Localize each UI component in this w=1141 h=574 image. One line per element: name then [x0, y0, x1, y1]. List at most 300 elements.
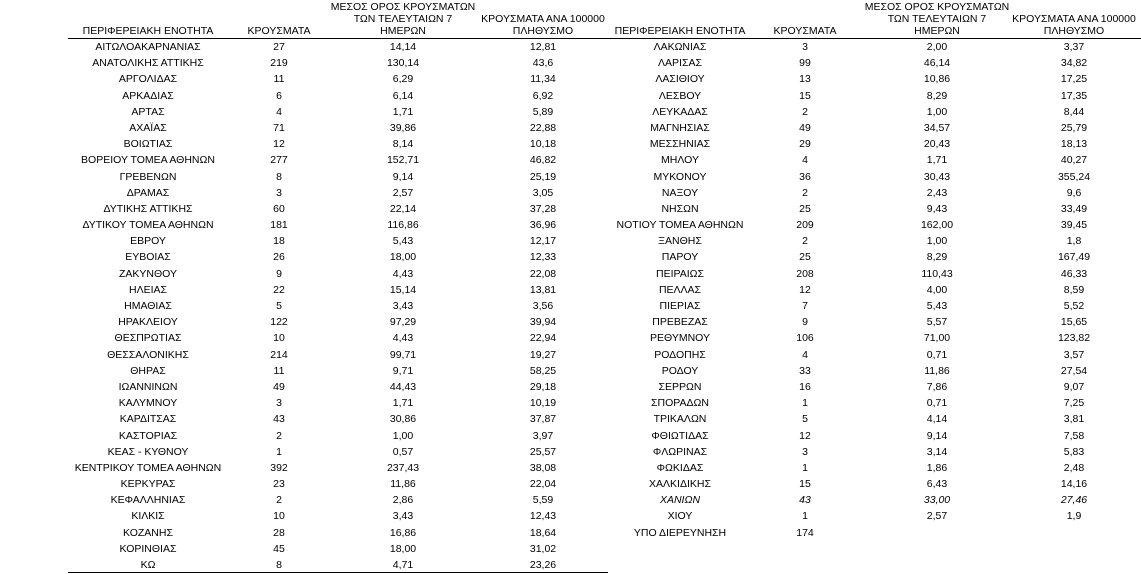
- cell-region: ΜΕΣΣΗΝΙΑΣ: [649, 138, 711, 151]
- cell-per100k: 39,94: [529, 316, 557, 329]
- cell-per100k: 12,81: [529, 41, 557, 53]
- cell-cases: 10: [273, 510, 285, 523]
- cell-per100k: 123,82: [1057, 332, 1091, 345]
- cell-cases: 13: [799, 73, 811, 86]
- cell-per100k: 15,65: [1060, 316, 1088, 329]
- cell-cases: 11: [273, 73, 285, 86]
- cell-cases: 25: [799, 202, 811, 215]
- cell-per100k: 8,59: [1063, 283, 1085, 296]
- cell-cases: 12: [799, 283, 811, 296]
- cell-region: ΙΩΑΝΝΙΝΩΝ: [118, 380, 178, 393]
- cell-cases: 22: [273, 283, 285, 296]
- table-row: [605, 395, 1141, 411]
- cell-per100k: 12,33: [529, 251, 557, 264]
- cell-per100k: 25,19: [529, 170, 557, 183]
- cell-per100k: 23,26: [529, 559, 557, 571]
- cell-region: ΚΙΛΚΙΣ: [131, 510, 165, 523]
- cell-per100k: 17,35: [1060, 89, 1088, 102]
- cell-per100k: 167,49: [1057, 251, 1091, 264]
- cell-region: ΗΡΑΚΛΕΙΟΥ: [118, 316, 178, 329]
- cell-cases: 1: [276, 445, 282, 458]
- table-row: [605, 266, 1141, 282]
- header-per100k: ΚΡΟΥΣΜΑΤΑ ΑΝΑ 100000 ΠΛΗΘΥΣΜΟ: [1012, 13, 1136, 37]
- cell-cases: 2: [802, 235, 808, 248]
- cell-region: ΤΡΙΚΑΛΩΝ: [653, 413, 707, 426]
- cell-per100k: 10,19: [529, 397, 557, 410]
- cell-per100k: 46,33: [1060, 267, 1088, 280]
- table-row: [68, 201, 608, 217]
- table-row: [68, 282, 608, 298]
- cell-per100k: 14,16: [1060, 478, 1088, 491]
- table-row: [605, 525, 1141, 541]
- cell-per100k: 8,44: [1063, 105, 1085, 118]
- cell-region: ΜΗΛΟΥ: [661, 154, 699, 167]
- cell-avg7: 8,29: [926, 89, 948, 102]
- cell-avg7: 1,00: [926, 235, 948, 248]
- cell-avg7: 1,71: [392, 105, 414, 118]
- cell-region: ΝΑΞΟΥ: [661, 186, 699, 199]
- cell-cases: 16: [799, 380, 811, 393]
- cell-region: ΘΗΡΑΣ: [130, 364, 166, 377]
- cell-per100k: 40,27: [1060, 154, 1088, 167]
- cell-avg7: 46,14: [923, 57, 951, 70]
- cell-cases: 5: [802, 413, 808, 426]
- cell-per100k: 9,6: [1066, 186, 1082, 199]
- cell-avg7: 44,43: [389, 380, 417, 393]
- cell-region: ΑΙΤΩΛΟΑΚΑΡΝΑΝΙΑΣ: [95, 41, 201, 53]
- cell-cases: 45: [273, 542, 285, 555]
- cell-avg7: 10,86: [923, 73, 951, 86]
- cell-cases: 28: [273, 526, 285, 539]
- cell-per100k: 39,45: [1060, 219, 1088, 232]
- cell-per100k: 7,25: [1063, 397, 1085, 410]
- cell-avg7: 130,14: [386, 57, 420, 70]
- cell-region: ΠΕΛΛΑΣ: [658, 283, 702, 296]
- cell-region: ΒΟΙΩΤΙΑΣ: [123, 138, 173, 151]
- cell-per100k: 12,43: [529, 510, 557, 523]
- table-row: [68, 363, 608, 379]
- cell-cases: 209: [796, 219, 814, 232]
- cell-cases: 208: [796, 267, 814, 280]
- cell-avg7: 1,71: [926, 154, 948, 167]
- table-row: [605, 298, 1141, 314]
- cell-region: ΕΒΡΟΥ: [130, 235, 166, 248]
- cell-per100k: 36,96: [529, 219, 557, 232]
- cell-avg7: 99,71: [389, 348, 417, 361]
- table-body: [68, 39, 608, 573]
- cell-cases: 7: [802, 300, 808, 312]
- table-row: [605, 55, 1141, 71]
- cell-avg7: 15,14: [389, 283, 417, 296]
- cell-cases: 10: [273, 332, 285, 345]
- cell-per100k: 17,25: [1060, 73, 1088, 86]
- cell-avg7: 1,86: [926, 461, 948, 474]
- cell-region: ΠΡΕΒΕΖΑΣ: [652, 316, 708, 329]
- cell-region: ΧΑΛΚΙΔΙΚΗΣ: [649, 478, 711, 491]
- cell-per100k: 7,58: [1063, 429, 1085, 442]
- cell-per100k: 22,94: [529, 332, 557, 345]
- cell-cases: 11: [273, 364, 285, 377]
- table-row: [68, 492, 608, 508]
- cell-per100k: 5,89: [532, 105, 554, 118]
- table-row: [605, 363, 1141, 379]
- cell-per100k: 22,08: [529, 267, 557, 280]
- table-header: [68, 0, 608, 39]
- cell-avg7: 2,57: [392, 186, 414, 199]
- table-row: [68, 411, 608, 427]
- table-row: [68, 55, 608, 71]
- table-row: [68, 460, 608, 476]
- table-row: [605, 136, 1141, 152]
- cell-cases: 1: [802, 397, 808, 410]
- cell-region: ΦΘΙΩΤΙΔΑΣ: [651, 429, 709, 442]
- cell-avg7: 11,86: [390, 478, 416, 491]
- cell-avg7: 4,43: [392, 267, 414, 280]
- table-row: [68, 169, 608, 185]
- cell-per100k: 22,04: [529, 478, 557, 491]
- table-row: [68, 185, 608, 201]
- cell-cases: 43: [273, 413, 285, 426]
- cell-avg7: 2,43: [926, 186, 948, 199]
- cell-cases: 3: [276, 397, 282, 410]
- table-row: [605, 379, 1141, 395]
- cell-per100k: 3,05: [532, 186, 554, 199]
- table-row: [68, 476, 608, 492]
- table-row: [68, 557, 608, 573]
- cell-per100k: 10,18: [529, 138, 557, 151]
- cell-cases: 122: [270, 316, 288, 329]
- cell-avg7: 1,71: [392, 397, 414, 410]
- cell-cases: 15: [799, 89, 811, 102]
- cell-region: ΛΕΣΒΟΥ: [658, 89, 702, 102]
- cell-region: ΗΜΑΘΙΑΣ: [124, 300, 172, 312]
- table-row: [605, 185, 1141, 201]
- cell-avg7: 4,43: [392, 332, 414, 345]
- table-row: [605, 314, 1141, 330]
- cell-region: ΖΑΚΥΝΘΟΥ: [118, 267, 177, 280]
- table-row: [68, 71, 608, 87]
- table-row: [605, 476, 1141, 492]
- cell-per100k: 1,8: [1066, 235, 1082, 248]
- table-row: [68, 136, 608, 152]
- table-row: [68, 120, 608, 136]
- header-cases: ΚΡΟΥΣΜΑΤΑ: [773, 25, 837, 37]
- cell-avg7: 9,71: [392, 364, 414, 377]
- cell-per100k: 1,9: [1066, 510, 1082, 523]
- cell-cases: 277: [270, 154, 288, 167]
- cell-per100k: 5,59: [532, 494, 554, 507]
- cell-avg7: 1,00: [926, 105, 948, 118]
- cell-cases: 219: [270, 57, 288, 70]
- cell-region: ΑΡΓΟΛΙΔΑΣ: [118, 73, 178, 86]
- cell-avg7: 2,57: [926, 510, 948, 523]
- cell-avg7: 20,43: [923, 138, 951, 151]
- cell-cases: 214: [270, 348, 288, 361]
- cell-region: ΠΕΙΡΑΙΩΣ: [656, 267, 704, 280]
- cell-cases: 2: [802, 186, 808, 199]
- cell-per100k: 11,34: [530, 73, 556, 86]
- cell-avg7: 34,57: [923, 121, 951, 134]
- cell-cases: 2: [276, 494, 282, 507]
- table-row: [605, 120, 1141, 136]
- cell-avg7: 9,43: [926, 202, 948, 215]
- cell-avg7: 2,00: [926, 41, 948, 53]
- cell-avg7: 5,43: [926, 300, 948, 312]
- cell-avg7: 3,43: [392, 300, 414, 312]
- cell-cases: 99: [799, 57, 811, 70]
- cell-per100k: 27,46: [1060, 494, 1088, 507]
- table-row: [68, 39, 608, 55]
- table-row: [68, 395, 608, 411]
- cell-region: ΑΡΤΑΣ: [131, 105, 165, 118]
- cell-region: ΚΕΑΣ - ΚΥΘΝΟΥ: [107, 445, 189, 458]
- cell-region: ΒΟΡΕΙΟΥ ΤΟΜΕΑ ΑΘΗΝΩΝ: [81, 154, 215, 167]
- cell-per100k: 27,54: [1060, 364, 1088, 377]
- table-row: [605, 249, 1141, 265]
- cell-avg7: 237,43: [386, 461, 420, 474]
- cell-region: ΚΑΡΔΙΤΣΑΣ: [119, 413, 177, 426]
- cell-region: ΦΩΚΙΔΑΣ: [656, 461, 704, 474]
- cell-per100k: 3,37: [1063, 41, 1085, 53]
- cell-cases: 174: [796, 526, 814, 539]
- cell-region: ΘΕΣΣΑΛΟΝΙΚΗΣ: [107, 348, 189, 361]
- header-cases: ΚΡΟΥΣΜΑΤΑ: [247, 25, 311, 37]
- cell-region: ΚΕΝΤΡΙΚΟΥ ΤΟΜΕΑ ΑΘΗΝΩΝ: [74, 461, 222, 474]
- cell-per100k: 43,6: [532, 57, 554, 70]
- cell-region: ΜΑΓΝΗΣΙΑΣ: [650, 121, 710, 134]
- cell-region: ΣΕΡΡΩΝ: [658, 380, 702, 393]
- cell-cases: 8: [276, 170, 282, 183]
- cell-avg7: 33,00: [923, 494, 951, 507]
- cell-region: ΚΟΖΑΝΗΣ: [123, 526, 173, 539]
- cell-region: ΔΡΑΜΑΣ: [126, 186, 170, 199]
- cell-avg7: 152,71: [386, 154, 420, 167]
- cell-cases: 181: [270, 219, 288, 232]
- cell-per100k: 37,28: [529, 202, 557, 215]
- cell-avg7: 7,86: [926, 380, 948, 393]
- cell-region: ΡΕΘΥΜΝΟΥ: [649, 332, 710, 345]
- cell-avg7: 8,29: [926, 251, 948, 264]
- cell-per100k: 3,57: [1063, 348, 1085, 361]
- cell-region: ΠΑΡΟΥ: [661, 251, 699, 264]
- cell-avg7: 0,71: [926, 348, 948, 361]
- cell-cases: 71: [273, 121, 285, 134]
- cell-region: ΘΕΣΠΡΩΤΙΑΣ: [114, 332, 182, 345]
- cell-avg7: 0,57: [392, 445, 414, 458]
- table-row: [68, 217, 608, 233]
- cell-region: ΚΕΡΚΥΡΑΣ: [120, 478, 176, 491]
- cell-region: ΝΟΤΙΟΥ ΤΟΜΕΑ ΑΘΗΝΩΝ: [616, 219, 744, 232]
- cell-cases: 9: [802, 316, 808, 329]
- cell-per100k: 5,52: [1063, 300, 1085, 312]
- header-region: ΠΕΡΙΦΕΡΕΙΑΚΗ ΕΝΟΤΗΤΑ: [614, 25, 746, 37]
- header-avg7: ΜΕΣΟΣ ΟΡΟΣ ΚΡΟΥΣΜΑΤΩΝ ΤΩΝ ΤΕΛΕΥΤΑΙΩΝ 7 ΗΜΕΡΩΝ: [864, 1, 1010, 37]
- cell-per100k: 22,88: [529, 121, 557, 134]
- cases-table-right: [605, 0, 1141, 541]
- cell-per100k: 355,24: [1057, 170, 1091, 183]
- cell-avg7: 11,86: [924, 364, 950, 377]
- cell-region: ΚΟΡΙΝΘΙΑΣ: [119, 542, 177, 555]
- cell-avg7: 4,14: [926, 413, 948, 426]
- cell-region: ΛΑΣΙΘΙΟΥ: [655, 73, 705, 86]
- cell-cases: 43: [799, 494, 811, 507]
- cell-cases: 3: [802, 41, 808, 53]
- cell-cases: 36: [799, 170, 811, 183]
- table-row: [68, 541, 608, 557]
- table-header: [605, 0, 1141, 39]
- cell-avg7: 22,14: [389, 202, 417, 215]
- header-region: ΠΕΡΙΦΕΡΕΙΑΚΗ ΕΝΟΤΗΤΑ: [82, 25, 214, 37]
- table-row: [68, 314, 608, 330]
- table-row: [68, 379, 608, 395]
- cell-avg7: 2,86: [392, 494, 414, 507]
- cell-cases: 49: [799, 121, 811, 134]
- table-row: [605, 411, 1141, 427]
- cell-per100k: 3,81: [1063, 413, 1085, 426]
- cell-avg7: 4,00: [926, 283, 948, 296]
- table-row: [605, 282, 1141, 298]
- table-row: [605, 39, 1141, 55]
- table-row: [605, 330, 1141, 346]
- cell-avg7: 162,00: [920, 219, 954, 232]
- header-per100k: ΚΡΟΥΣΜΑΤΑ ΑΝΑ 100000 ΠΛΗΘΥΣΜΟ: [481, 13, 605, 37]
- cell-avg7: 6,29: [392, 73, 414, 86]
- cell-region: ΑΡΚΑΔΙΑΣ: [122, 89, 174, 102]
- cell-per100k: 58,25: [529, 364, 557, 377]
- table-row: [605, 347, 1141, 363]
- cell-avg7: 1,00: [392, 429, 414, 442]
- cell-per100k: 2,48: [1063, 461, 1085, 474]
- cases-table-left: [68, 0, 608, 573]
- cell-cases: 15: [799, 478, 811, 491]
- cell-per100k: 12,17: [529, 235, 557, 248]
- cell-region: ΛΑΡΙΣΑΣ: [658, 57, 702, 70]
- table-row: [68, 233, 608, 249]
- cell-per100k: 25,79: [1060, 121, 1088, 134]
- cell-region: ΜΥΚΟΝΟΥ: [653, 170, 707, 183]
- table-row: [68, 152, 608, 168]
- table-row: [605, 169, 1141, 185]
- cell-avg7: 6,43: [926, 478, 948, 491]
- cell-cases: 12: [273, 138, 285, 151]
- cell-region: ΧΙΟΥ: [667, 510, 693, 523]
- cell-cases: 60: [273, 202, 285, 215]
- cell-region: ΚΕΦΑΛΛΗΝΙΑΣ: [110, 494, 186, 507]
- cell-avg7: 4,71: [392, 559, 414, 571]
- cell-cases: 29: [799, 138, 811, 151]
- table-row: [68, 266, 608, 282]
- cell-avg7: 18,00: [389, 251, 417, 264]
- table-row: [68, 347, 608, 363]
- cell-avg7: 116,86: [387, 219, 419, 232]
- cell-per100k: 9,07: [1063, 380, 1085, 393]
- cell-avg7: 0,71: [926, 397, 948, 410]
- table-row: [605, 217, 1141, 233]
- cell-avg7: 6,14: [392, 89, 414, 102]
- cell-cases: 25: [799, 251, 811, 264]
- cell-cases: 27: [273, 41, 285, 53]
- table-body: [605, 39, 1141, 541]
- cell-per100k: 37,87: [529, 413, 557, 426]
- cell-cases: 2: [276, 429, 282, 442]
- table-row: [68, 88, 608, 104]
- cell-per100k: 19,27: [529, 348, 557, 361]
- table-row: [605, 152, 1141, 168]
- cell-per100k: 46,82: [529, 154, 557, 167]
- cell-avg7: 3,43: [392, 510, 414, 523]
- cell-cases: 23: [273, 478, 285, 491]
- cell-cases: 3: [276, 186, 282, 199]
- cell-cases: 4: [802, 348, 808, 361]
- cell-avg7: 110,43: [921, 267, 953, 280]
- cell-region: ΔΥΤΙΚΟΥ ΤΟΜΕΑ ΑΘΗΝΩΝ: [82, 219, 214, 232]
- cell-avg7: 30,86: [389, 413, 417, 426]
- cell-region: ΥΠΟ ΔΙΕΡΕΥΝΗΣΗ: [633, 526, 727, 539]
- cell-per100k: 6,92: [532, 89, 554, 102]
- cell-region: ΗΛΕΙΑΣ: [128, 283, 167, 296]
- cell-avg7: 30,43: [923, 170, 951, 183]
- cell-per100k: 34,82: [1060, 57, 1088, 70]
- cell-cases: 1: [802, 510, 808, 523]
- cell-region: ΞΑΝΘΗΣ: [658, 235, 702, 248]
- cell-region: ΑΧΑΪΑΣ: [129, 121, 167, 134]
- cell-cases: 2: [802, 105, 808, 118]
- table-row: [605, 428, 1141, 444]
- cell-avg7: 71,00: [923, 332, 951, 345]
- cell-region: ΚΩ: [140, 559, 156, 571]
- table-row: [605, 508, 1141, 524]
- table-row: [605, 460, 1141, 476]
- cell-per100k: 13,81: [529, 283, 557, 296]
- table-row: [68, 508, 608, 524]
- cell-cases: 4: [802, 154, 808, 167]
- table-row: [68, 330, 608, 346]
- cell-cases: 12: [799, 429, 811, 442]
- table-row: [605, 444, 1141, 460]
- table-row: [68, 104, 608, 120]
- table-row: [605, 88, 1141, 104]
- table-row: [68, 249, 608, 265]
- cell-region: ΣΠΟΡΑΔΩΝ: [651, 397, 709, 410]
- table-row: [605, 233, 1141, 249]
- table-row: [68, 444, 608, 460]
- cell-avg7: 8,14: [392, 138, 414, 151]
- cell-cases: 1: [802, 461, 808, 474]
- cell-cases: 18: [273, 235, 285, 248]
- cell-cases: 5: [276, 300, 282, 312]
- cell-region: ΓΡΕΒΕΝΩΝ: [119, 170, 177, 183]
- table-row: [68, 298, 608, 314]
- cell-avg7: 14,14: [389, 41, 417, 53]
- cell-region: ΠΙΕΡΙΑΣ: [659, 300, 701, 312]
- cell-region: ΛΑΚΩΝΙΑΣ: [653, 41, 707, 53]
- cell-avg7: 39,86: [389, 121, 417, 134]
- cell-region: ΧΑΝΙΩΝ: [659, 494, 701, 507]
- cell-per100k: 31,02: [529, 542, 557, 555]
- cell-region: ΡΟΔΟΠΗΣ: [654, 348, 706, 361]
- cell-per100k: 33,49: [1060, 202, 1088, 215]
- cell-per100k: 18,64: [529, 526, 557, 539]
- cell-cases: 9: [276, 267, 282, 280]
- cell-avg7: 18,00: [389, 542, 417, 555]
- cell-cases: 6: [276, 89, 282, 102]
- cell-avg7: 3,14: [926, 445, 948, 458]
- cell-cases: 33: [799, 364, 811, 377]
- cell-cases: 106: [796, 332, 814, 345]
- table-row: [605, 104, 1141, 120]
- cell-region: ΚΑΛΥΜΝΟΥ: [118, 397, 178, 410]
- table-row: [68, 428, 608, 444]
